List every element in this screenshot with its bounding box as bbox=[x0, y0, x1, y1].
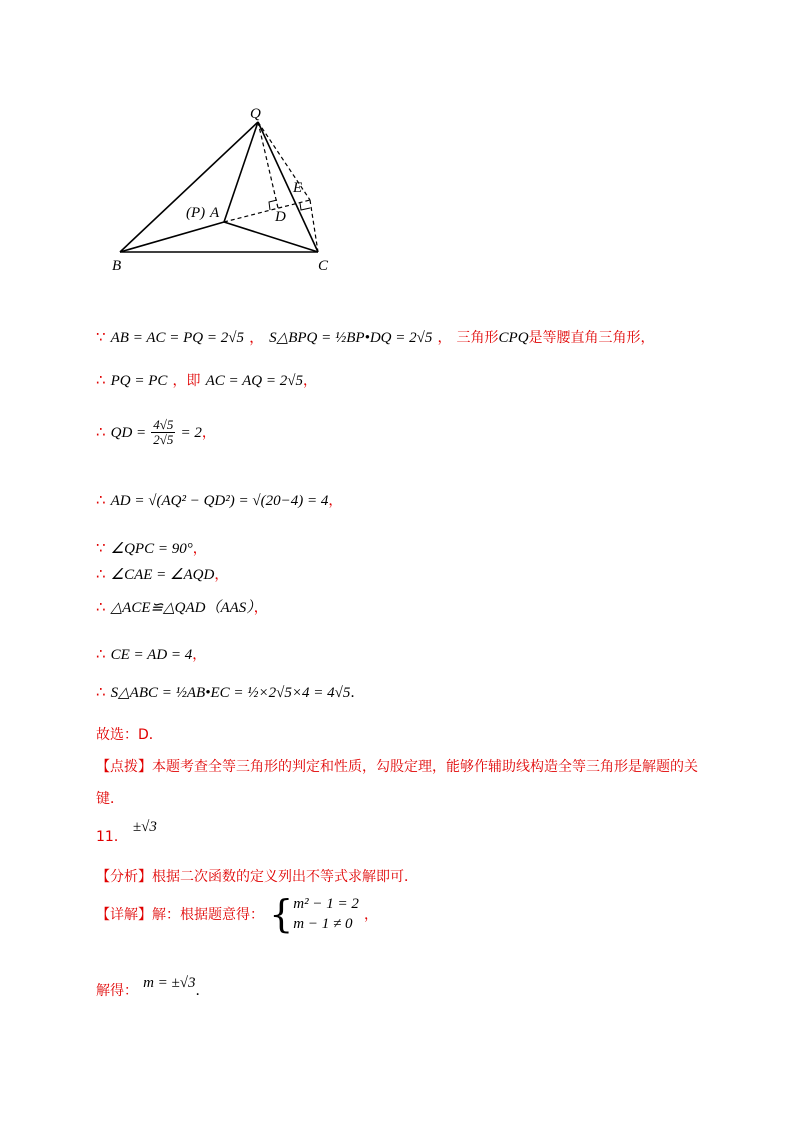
because-symbol: ∵ bbox=[96, 328, 106, 346]
equation: CE = AD = 4 bbox=[110, 647, 193, 663]
equation: AC = AQ = 2√5 bbox=[205, 373, 303, 389]
therefore-symbol: ∴ bbox=[96, 598, 106, 616]
detail-tag: 【详解】 bbox=[96, 907, 152, 923]
label-D: D bbox=[275, 209, 286, 225]
label-C: C bbox=[318, 258, 329, 274]
dashed-QD bbox=[258, 122, 278, 208]
comment-tag: 【点拨】 bbox=[96, 759, 152, 775]
equation: AD = √(AQ² − QD²) = √(20−4) = 4 bbox=[110, 493, 329, 509]
congruence: △ACE≌△QAD（AAS） bbox=[110, 600, 254, 616]
fraction: $\frac{4√5}{2√5}$ bbox=[153, 417, 174, 447]
because-symbol: ∵ bbox=[96, 539, 106, 557]
therefore-symbol: ∴ bbox=[96, 423, 106, 441]
right-angle-mark-E bbox=[300, 203, 310, 210]
equation: ∠CAE = ∠AQD bbox=[110, 567, 215, 583]
equation: AB = AC = PQ = 2√5 bbox=[110, 330, 244, 346]
question-11 bbox=[96, 816, 157, 846]
solve-line: 解得： m = ±√3． bbox=[96, 975, 210, 999]
analysis-line bbox=[96, 866, 418, 886]
therefore-symbol: ∴ bbox=[96, 683, 106, 701]
equation: PQ = PC bbox=[110, 373, 168, 389]
line-1: ∵ AB = AC = PQ = 2√5 ， S△BPQ = ½BP•DQ = 2√5 ， 三角形CPQ是等腰直角三角形， bbox=[96, 328, 655, 346]
line-6: ∴ ∠CAE = ∠AQD， bbox=[96, 565, 229, 583]
detail-text: 解：根据题意得： bbox=[152, 907, 264, 923]
line-4: ∴ AD = √(AQ² − QD²) = √(20−4) = 4， bbox=[96, 491, 343, 509]
line-5: ∵ ∠QPC = 90°， bbox=[96, 539, 207, 557]
line-8: ∴ CE = AD = 4， bbox=[96, 645, 207, 663]
label-E: E bbox=[293, 180, 303, 196]
analysis-text: 根据二次函数的定义列出不等式求解即可． bbox=[152, 869, 418, 885]
equation: ∠QPC = 90° bbox=[110, 541, 193, 557]
label-B: B bbox=[112, 258, 122, 274]
equation-system: m² − 1 = 2 m − 1 ≠ 0 bbox=[293, 896, 359, 932]
therefore-symbol: ∴ bbox=[96, 491, 106, 509]
label-Q: Q bbox=[250, 106, 261, 122]
label-P: (P) bbox=[186, 205, 206, 221]
analysis-tag: 【分析】 bbox=[96, 869, 152, 885]
comment-text: 本题考查全等三角形的判定和性质，勾股定理，能够作辅助线构造全等三角形是解题的关 bbox=[152, 759, 698, 775]
question-answer: ±√3 bbox=[132, 819, 157, 835]
answer-line: 故选：D． bbox=[96, 727, 163, 743]
dashed-AE bbox=[224, 200, 310, 222]
comment-text-cont: 键． bbox=[96, 791, 124, 807]
area-equation: S△ABC = ½AB•EC = ½×2√5×4 = 4√5 bbox=[110, 685, 351, 701]
segment-QC bbox=[258, 122, 318, 252]
detail-line: 【详解】解：根据题意得： { m² − 1 = 2 m − 1 ≠ 0 ， bbox=[96, 892, 378, 936]
comment-block bbox=[96, 756, 698, 776]
line-2: ∴ PQ = PC ，即 AC = AQ = 2√5， bbox=[96, 371, 317, 389]
segment-AC bbox=[224, 222, 318, 252]
solve-equation: m = ±√3 bbox=[143, 975, 196, 991]
dashed-QE bbox=[258, 122, 310, 200]
solve-text: 解得： bbox=[96, 983, 138, 999]
geometry-figure bbox=[100, 100, 340, 280]
question-number: 11． bbox=[96, 829, 128, 845]
line-7: ∴ △ACE≌△QAD（AAS）， bbox=[96, 598, 268, 616]
therefore-symbol: ∴ bbox=[96, 371, 106, 389]
text: 三角形 bbox=[456, 330, 499, 346]
therefore-symbol: ∴ bbox=[96, 565, 106, 583]
system-brace: { bbox=[269, 892, 294, 936]
therefore-symbol: ∴ bbox=[96, 645, 106, 663]
label-A: A bbox=[210, 205, 220, 221]
area-equation: S△BPQ = ½BP•DQ = 2√5 bbox=[269, 330, 433, 346]
line-3: ∴ QD = $\frac{4√5}{2√5}$ = 2， bbox=[96, 417, 216, 447]
line-9: ∴ S△ABC = ½AB•EC = ½×2√5×4 = 4√5． bbox=[96, 683, 365, 701]
